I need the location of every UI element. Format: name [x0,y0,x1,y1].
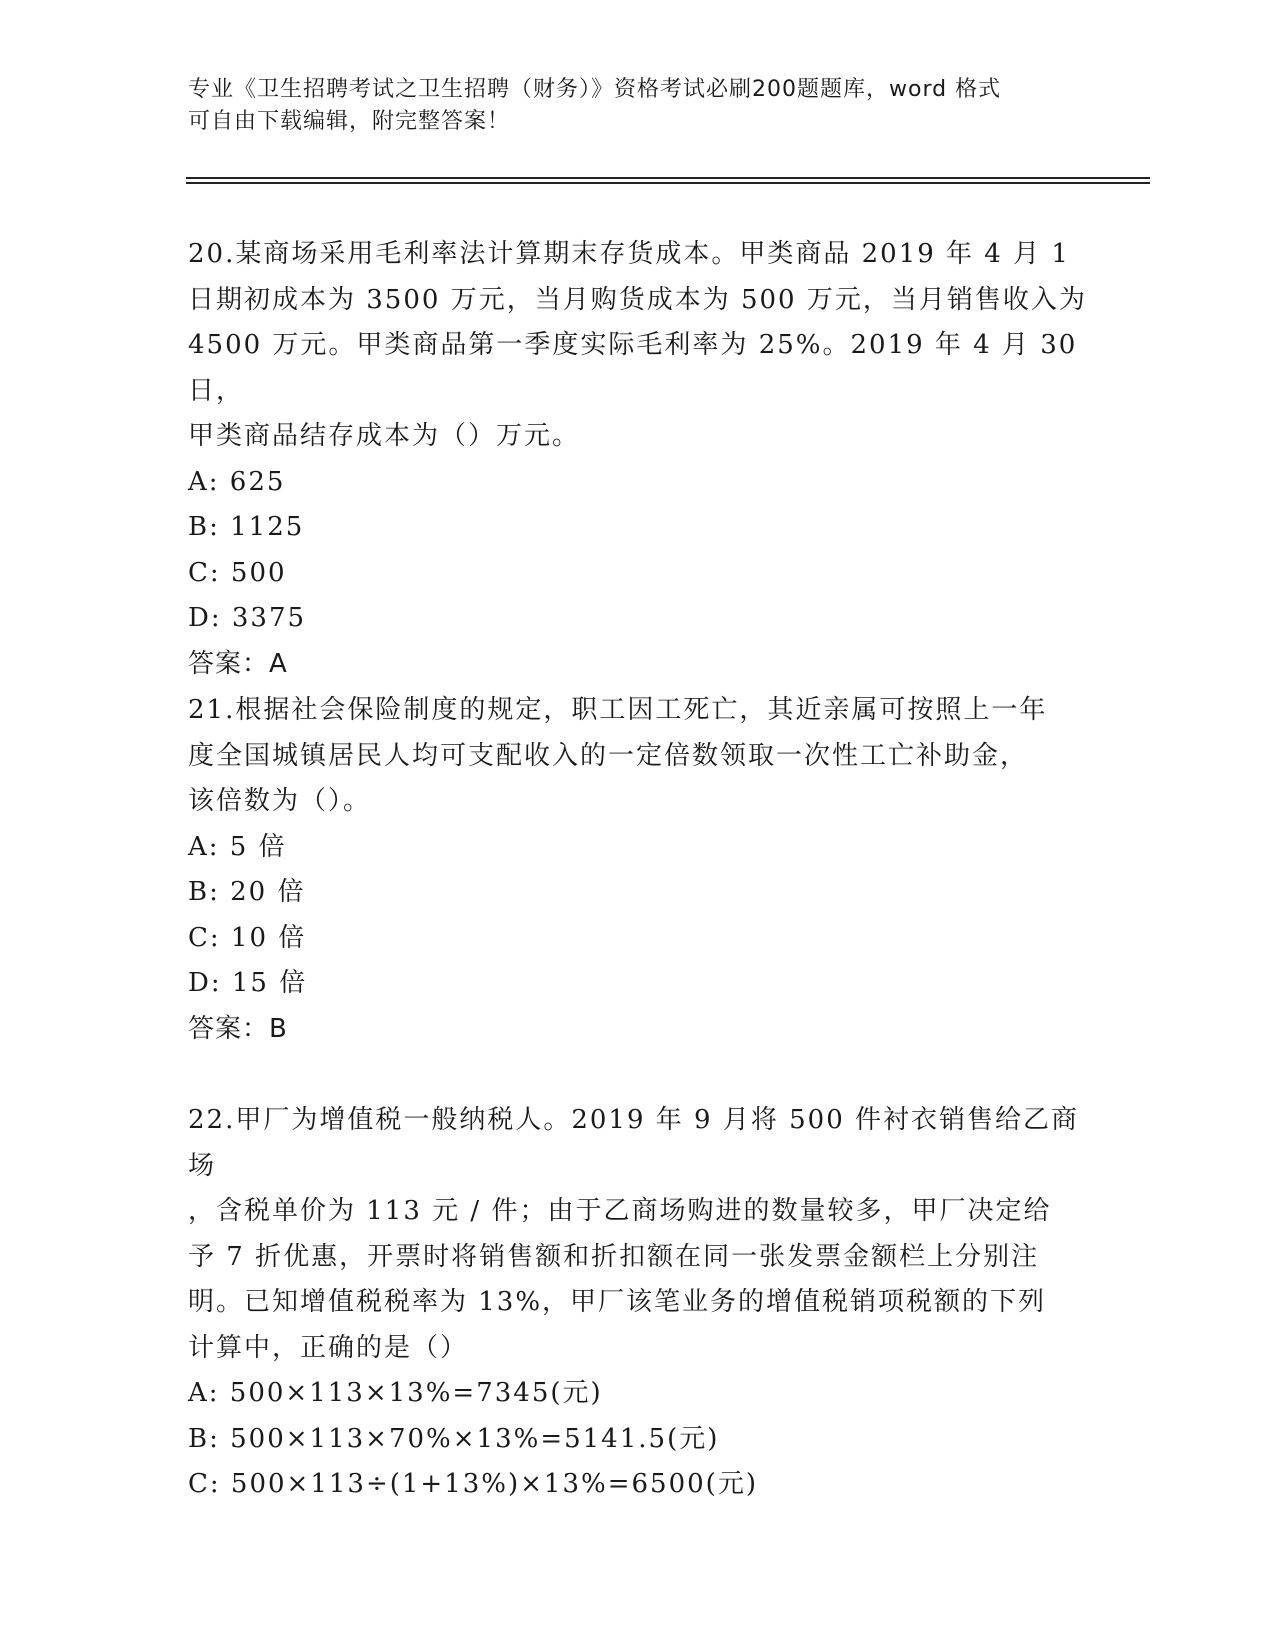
header-divider-top [186,177,1150,179]
question-stem-line: ，含税单价为 113 元 / 件；由于乙商场购进的数量较多，甲厂决定给 [188,1196,1052,1226]
question-stem-line: 21.根据社会保险制度的规定，职工因工死亡，其近亲属可按照上一年 [188,695,1048,725]
question-stem-line: 日期初成本为 3500 万元，当月购货成本为 500 万元，当月销售收入为 [188,284,1087,315]
question-stem-line: 度全国城镇居民人均可支配收入的一定倍数领取一次性工亡补助金， [188,740,1029,771]
question-stem-line: 4500 万元。甲类商品第一季度实际毛利率为 25%。2019 年 4 月 30 日， [188,330,1078,406]
header-line-1: 专业《卫生招聘考试之卫生招聘（财务）》资格考试必刷200题题库，word 格式 [188,77,1002,102]
question-stem-line: 甲类商品结存成本为（）万元。 [188,421,581,451]
header-line-2: 可自由下载编辑，附完整答案！ [188,109,511,134]
option-a: A: 500×113×13%=7345(元) [188,1378,603,1408]
option-d: D: 15 倍 [188,968,308,998]
header-divider-bottom [186,182,1150,184]
option-c: C: 10 倍 [188,922,307,953]
question-22 [188,1098,1088,1508]
option-c: C: 500×113÷(1+13%)×13%=6500(元) [188,1469,758,1499]
question-stem-line: 计算中，正确的是（） [188,1332,469,1363]
question-stem-line: 予 7 折优惠，开票时将销售额和折扣额在同一张发票金额栏上分别注 [188,1241,1040,1272]
question-20 [188,232,1088,687]
option-d: D: 3375 [188,603,307,633]
option-c: C: 500 [188,557,287,588]
question-stem-line: 该倍数为（）。 [188,786,372,816]
option-a: A: 625 [188,466,286,497]
option-a: A: 5 倍 [188,831,287,862]
question-stem-line: 明。已知增值税税率为 13%，甲厂该笔业务的增值税销项税额的下列 [188,1287,1047,1317]
answer-line: 答案：A [188,648,288,679]
option-b: B: 1125 [188,512,305,542]
answer-line: 答案：B [188,1013,288,1044]
option-b: B: 20 倍 [188,877,306,907]
option-b: B: 500×113×70%×13%=5141.5(元) [188,1423,720,1454]
question-stem-line: 22.甲厂为增值税一般纳税人。2019 年 9 月将 500 件衬衣销售给乙商场 [188,1105,1080,1181]
question-stem-line: 20.某商场采用毛利率法计算期末存货成本。甲类商品 2019 年 4 月 1 [188,239,1070,269]
question-21 [188,688,1088,1052]
document-header [188,74,1088,138]
